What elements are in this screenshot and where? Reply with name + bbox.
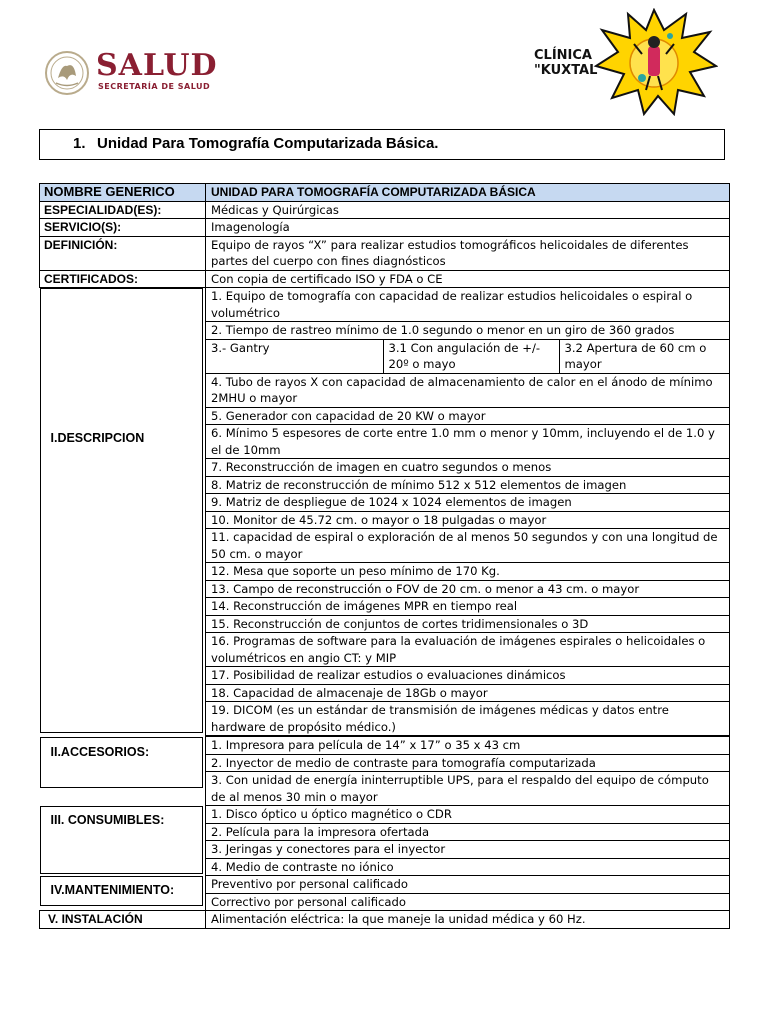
list-item: 1. Impresora para película de 14” x 17” o 35 x 43 cm [206, 737, 730, 755]
definicion-label: DEFINICIÓN: [40, 236, 206, 270]
list-item: 6. Mínimo 5 espesores de corte entre 1.0 mm o menor y 10mm, incluyendo el de 1.0 y el de 10mm [206, 425, 730, 459]
gantry-angle: 3.1 Con angulación de +/- 20º o mayo [383, 340, 559, 373]
list-item: 1. Equipo de tomografía con capacidad de realizar estudios helicoidales o espiral o volumétrico [206, 288, 730, 322]
table-row [40, 876, 730, 894]
list-item: 3. Con unidad de energía ininterruptible UPS, para el respaldo del equipo de cómputo de al menos 30 min o mayor [206, 772, 730, 806]
table-row [40, 288, 730, 322]
table-row [40, 201, 730, 219]
servicio-value: Imagenología [206, 219, 730, 237]
accesorios-section [40, 737, 206, 806]
gantry-row [206, 339, 730, 373]
list-item: 2. Tiempo de rastreo mínimo de 1.0 segundo o menor en un giro de 360 grados [206, 322, 730, 340]
descripcion-label: I.DESCRIPCION [50, 431, 145, 445]
list-item: Correctivo por personal calificado [206, 893, 730, 911]
list-item: Preventivo por personal calificado [206, 876, 730, 894]
list-item: 1. Disco óptico u óptico magnético o CDR [206, 806, 730, 824]
salud-logo [44, 48, 244, 98]
table-row [40, 806, 730, 824]
servicio-label: SERVICIO(S): [40, 219, 206, 237]
table-row [40, 737, 730, 755]
table-row [40, 236, 730, 270]
especialidad-label: ESPECIALIDAD(ES): [40, 201, 206, 219]
list-item: 14. Reconstrucción de imágenes MPR en tiempo real [206, 598, 730, 616]
document-title [39, 129, 725, 160]
definicion-value: Equipo de rayos “X” para realizar estudios tomográficos helicoidales de diferentes partes del cuerpo con fines diagnósticos [206, 236, 730, 270]
coat-of-arms-icon [44, 50, 90, 96]
gantry-aperture: 3.2 Apertura de 60 cm o mayor [559, 340, 729, 373]
title-text: Unidad Para Tomografía Computarizada Básica. [97, 135, 439, 152]
salud-wordmark: SALUD [96, 48, 218, 83]
list-item: 4. Medio de contraste no iónico [206, 858, 730, 876]
list-item: 13. Campo de reconstrucción o FOV de 20 cm. o menor a 43 cm. o mayor [206, 580, 730, 598]
specification-table [39, 183, 730, 929]
clinica-name: CLÍNICA "KUXTAL" [534, 48, 605, 78]
descripcion-section [40, 288, 206, 737]
sun-figure-icon [590, 8, 718, 116]
list-item: 19. DICOM (es un estándar de transmisión de imágenes médicas y datos entre hardware de propósito médico.) [206, 702, 730, 736]
list-item: 15. Reconstrucción de conjuntos de cortes tridimensionales o 3D [206, 615, 730, 633]
list-item: 18. Capacidad de almacenaje de 18Gb o mayor [206, 684, 730, 702]
mantenimiento-label: IV.MANTENIMIENTO: [50, 882, 175, 897]
consumibles-section [40, 806, 206, 876]
mantenimiento-section [40, 876, 206, 911]
table-header-row [40, 184, 730, 202]
especialidad-value: Médicas y Quirúrgicas [206, 201, 730, 219]
gantry-label: 3.- Gantry [211, 340, 270, 355]
list-item: 7. Reconstrucción de imagen en cuatro segundos o menos [206, 459, 730, 477]
list-item: 5. Generador con capacidad de 20 KW o mayor [206, 407, 730, 425]
nombre-generico-label: NOMBRE GENERICO [40, 184, 206, 202]
table-row [40, 911, 730, 929]
list-item: 16. Programas de software para la evaluación de imágenes espirales o helicoidales o volumétricos en angio CT: y MIP [206, 633, 730, 667]
table-row [40, 270, 730, 288]
list-item: 11. capacidad de espiral o exploración de al menos 50 segundos y con una longitud de 50 cm. o mayor [206, 529, 730, 563]
list-item: 12. Mesa que soporte un peso mínimo de 170 Kg. [206, 563, 730, 581]
list-item: 3. Jeringas y conectores para el inyector [206, 841, 730, 859]
accesorios-label: II.ACCESORIOS: [50, 744, 150, 759]
list-item: 17. Posibilidad de realizar estudios o evaluaciones dinámicos [206, 667, 730, 685]
list-item: 2. Inyector de medio de contraste para tomografía computarizada [206, 754, 730, 772]
nombre-generico-value: UNIDAD PARA TOMOGRAFÍA COMPUTARIZADA BÁSICA [206, 184, 730, 202]
clinica-kuxtal-logo [532, 8, 722, 118]
title-number: 1. [73, 135, 86, 152]
instalacion-value: Alimentación eléctrica: la que maneje la unidad médica y 60 Hz. [206, 911, 730, 929]
list-item: 8. Matriz de reconstrucción de mínimo 512 x 512 elementos de imagen [206, 476, 730, 494]
table-row [40, 219, 730, 237]
secretaria-subtitle: SECRETARÍA DE SALUD [98, 82, 211, 91]
list-item: 2. Película para la impresora ofertada [206, 823, 730, 841]
certificados-value: Con copia de certificado ISO y FDA o CE [206, 270, 730, 288]
certificados-label: CERTIFICADOS: [40, 270, 206, 288]
list-item: 9. Matriz de despliegue de 1024 x 1024 elementos de imagen [206, 494, 730, 512]
instalacion-label: V. INSTALACIÓN [40, 911, 206, 929]
consumibles-label: III. CONSUMIBLES: [50, 812, 165, 827]
list-item: 10. Monitor de 45.72 cm. o mayor o 18 pulgadas o mayor [206, 511, 730, 529]
list-item: 4. Tubo de rayos X con capacidad de almacenamiento de calor en el ánodo de mínimo 2MHU o mayor [206, 373, 730, 407]
